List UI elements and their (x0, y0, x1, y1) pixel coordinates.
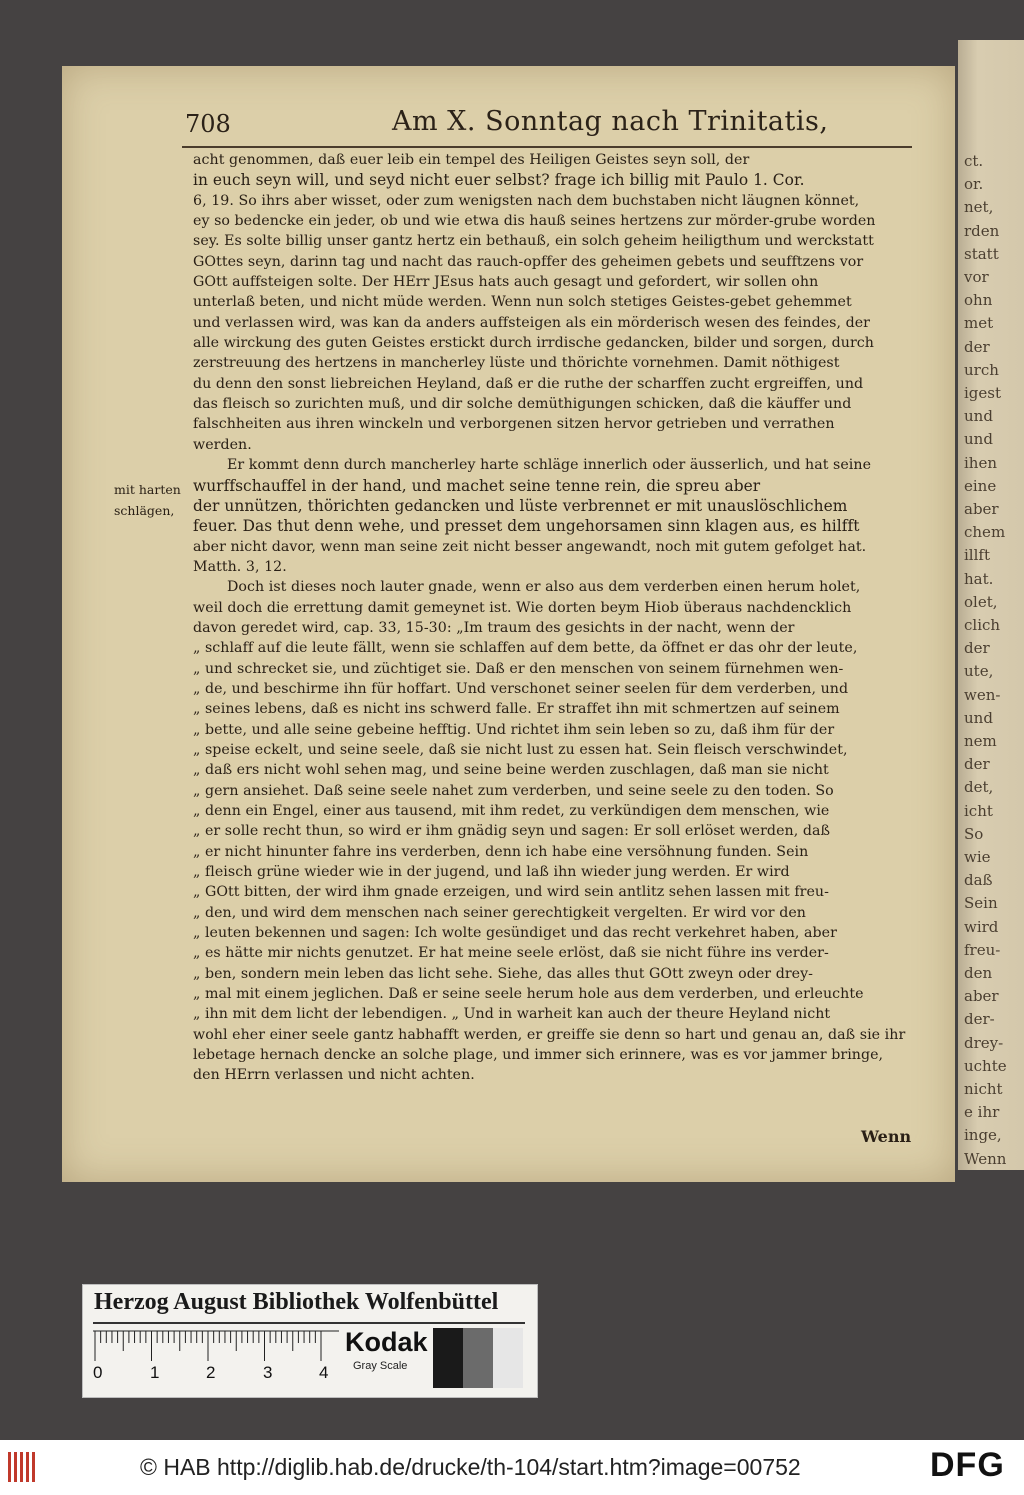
adjacent-page-fragment: igest (964, 384, 1002, 402)
text-line: und verlassen wird, was kan da anders auffsteigen als ein mörderisch wesen des feindes, der (193, 314, 871, 331)
text-line: „ mal mit einem jeglichen. Daß er seine seele herum hole aus dem verderben, und erleuchte (193, 986, 864, 1003)
text-line: 6, 19. So ihrs aber wisset, oder zum wenigsten nach dem buchstaben nicht läugnen könnet, (193, 192, 860, 209)
ruler-label: 0 (93, 1363, 103, 1382)
text-line: GOtt auffsteigen solte. Der HErr JEsus hats auch gesagt und gefordert, wir sollen ohn (193, 274, 819, 291)
adjacent-page-fragment: aber (964, 500, 999, 518)
adjacent-page-fragment: und (964, 430, 993, 449)
adjacent-page-fragment: urch (964, 360, 999, 379)
adjacent-page-fragment: olet, (964, 592, 998, 611)
ruler-label: 4 (319, 1363, 329, 1382)
text-line: „ er nicht hinunter fahre ins verderben, denn ich habe eine versöhnung funden. Sein (193, 843, 809, 860)
text-line: alle wirckung des guten Geistes erstickt durch irrdische gedancken, bilder und sorgen, durch (193, 335, 874, 352)
adjacent-page-fragment: icht (964, 801, 993, 820)
text-line: GOttes seyn, darinn tag und nacht das rauch-opffer des geheimen gebets und seufftzens vor (193, 253, 864, 270)
adjacent-page-fragment: chem (964, 523, 1006, 542)
gray-swatch-black (433, 1328, 463, 1388)
text-line: „ seines lebens, daß es nicht ins schwerd falle. Er straffet ihn mit schmertzen auf seinem (193, 701, 840, 718)
text-line: „ ihn mit dem licht der lebendigen. „ Und in warheit kan auch der theure Heyland nicht (193, 1006, 831, 1023)
text-line: „ es hätte mir nichts genutzet. Er hat meine seele erlöst, daß sie nicht führe ins verder- (193, 945, 829, 962)
adjacent-page-fragment: Sein (964, 894, 998, 913)
text-line: „ leuten bekennen und sagen: Ich wolte gesündiget und das recht verkehret haben, aber (193, 925, 837, 942)
adjacent-page-fragment: ute, (964, 662, 994, 681)
text-line: Matth. 3, 12. (193, 558, 287, 575)
text-line: ey so bedencke ein jeder, ob und wie etwa dis hauß seines hertzens zur mörder-grube worden (193, 213, 876, 230)
adjacent-page-fragment: der- (964, 1010, 995, 1029)
text-line: lebetage hernach dencke an solche plage, und immer sich erinnere, was es vor jammer bringe, (193, 1047, 884, 1064)
text-line: „ fleisch grüne wieder wie in der jugend, und laß ihn wieder jung werden. Er wird (193, 864, 790, 881)
text-line: „ GOtt bitten, der wird ihm gnade erzeigen, und wird sein antlitz sehen lassen mit freu- (193, 884, 829, 901)
copyright-url[interactable]: © HAB http://diglib.hab.de/drucke/th-104/start.htm?image=00752 (140, 1454, 801, 1480)
gray-swatch-light (493, 1328, 523, 1388)
text-line: du denn den sonst liebreichen Heyland, daß er die ruthe der scharffen zucht ergreiffen, und (193, 375, 864, 392)
adjacent-page-fragment: Wenn (964, 1149, 1007, 1168)
text-line: „ er solle recht thun, so wird er ihm gnädig seyn und sagen: Er soll erlöset werden, daß (193, 823, 830, 840)
body-text (193, 150, 921, 1086)
color-calibration-card (82, 1284, 538, 1398)
text-line: wohl eher einer seele gantz habhafft werden, er greiffe sie denn so hart und genau an, daß sie ihr (193, 1026, 906, 1043)
text-line: Doch ist dieses noch lauter gnade, wenn er also aus dem verderben einen herum holet, (227, 579, 861, 596)
text-line: „ ben, sondern mein leben das licht sehe. Siehe, das alles thut GOtt zweyn oder drey- (193, 965, 814, 982)
adjacent-page-fragment: hat. (964, 569, 994, 588)
adjacent-page-fragment: det, (964, 778, 994, 797)
catchword: Wenn (861, 1127, 912, 1146)
adjacent-page-fragment: der (964, 337, 990, 356)
text-line: falschheiten aus ihren winckeln und verborgenen sitzen hervor getrieben und verrathen (193, 416, 835, 433)
text-line: aber nicht davor, wenn man seine zeit nicht besser angewandt, noch mit gutem gefolget hat. (193, 538, 867, 555)
adjacent-page-fragment: So (964, 824, 984, 843)
adjacent-page-fragment: wird (964, 917, 999, 936)
head-rule (182, 146, 912, 148)
margin-note (114, 479, 194, 521)
text-line: „ denn ein Engel, einer aus tausend, mit ihm redet, zu verkündigen dem menschen, wie (193, 803, 830, 819)
kodak-logo: Kodak (345, 1327, 428, 1357)
text-line: „ de, und beschirme ihn für hoffart. Und verschonet seiner seelen für dem verderben, und (193, 680, 849, 697)
dfg-logo: DFG (930, 1446, 1005, 1484)
text-line: das fleisch so zurichten muß, und dir solche demüthigungen schicken, daß die käuffer und (193, 396, 852, 413)
adjacent-page-fragment: der (964, 639, 990, 658)
text-line: „ den, und wird dem menschen nach seiner gerechtigkeit vergelten. Er wird vor den (193, 904, 806, 921)
adjacent-page-fragment: nicht (964, 1080, 1003, 1098)
gray-scale-label: Gray Scale (353, 1360, 408, 1372)
adjacent-page-fragment: eine (964, 476, 997, 495)
adjacent-page-fragment: freu- (964, 940, 1001, 959)
adjacent-page-fragment: e ihr (964, 1103, 1000, 1122)
adjacent-page-fragment: vor (964, 268, 989, 286)
adjacent-page-fragment: den (964, 964, 993, 982)
adjacent-page-fragment: drey- (964, 1033, 1004, 1052)
adjacent-page-fragment: or. (964, 175, 984, 194)
text-line: der unnützen, thörichten gedancken und lüste verbrennet er mit unauslöschlichem (193, 496, 848, 515)
text-line: weil doch die errettung damit gemeynet ist. Wie dorten beym Hiob überaus nachdencklich (193, 599, 852, 616)
adjacent-page-fragment: ohn (964, 291, 993, 310)
adjacent-page-fragment: rden (964, 221, 1000, 240)
page-number: 708 (185, 110, 231, 138)
library-name: Herzog August Bibliothek Wolfenbüttel (94, 1289, 499, 1315)
ruler-label: 3 (263, 1363, 273, 1382)
book-page (62, 66, 955, 1182)
adjacent-page-fragment: wie (964, 848, 991, 866)
adjacent-page-fragment: nem (964, 732, 997, 750)
adjacent-page-fragment: inge, (964, 1126, 1002, 1145)
margin-note-line: schlägen, (114, 503, 175, 518)
adjacent-page-edge (958, 40, 1024, 1170)
text-line: sey. Es solte billig unser gantz hertz ein bethauß, ein solch geheim heiligthum und werckstatt (193, 233, 874, 250)
adjacent-page-fragment: und (964, 407, 993, 426)
ruler-label: 2 (206, 1363, 216, 1382)
ruler-label: 1 (150, 1363, 160, 1382)
text-line: wurffschauffel in der hand, und machet seine tenne rein, die spreu aber (193, 476, 761, 495)
adjacent-page-fragment: uchte (964, 1056, 1007, 1075)
adjacent-page-fragment: met (964, 314, 994, 333)
text-line: „ und schrecket sie, und züchtiget sie. Daß er den menschen von seinem fürnehmen wen- (193, 660, 844, 677)
adjacent-page-fragment: daß (964, 871, 993, 890)
text-line: werden. (193, 436, 252, 453)
text-line: „ daß ers nicht wohl sehen mag, und seine beine werden zuschlagen, daß man sie nicht (193, 762, 829, 779)
text-line: unterlaß beten, und nicht müde werden. Wenn nun solch stetiges Geistes-gebet gehemmet (193, 294, 852, 311)
adjacent-page-fragment: der (964, 755, 990, 774)
adjacent-page-fragment: net, (964, 198, 994, 217)
gray-swatch-dark (463, 1328, 493, 1388)
barcode-icon (8, 1450, 38, 1484)
text-line: zerstreuung des hertzens in mancherley lüste und thörichte vornehmen. Damit nöthigest (193, 355, 840, 372)
text-line: feuer. Das thut denn wehe, und presset dem ungehorsamen sinn klagen aus, es hilfft (193, 517, 860, 536)
adjacent-page-fragment: aber (964, 987, 999, 1006)
adjacent-page-fragment: illft (964, 546, 990, 565)
text-line: den HErrn verlassen und nicht achten. (193, 1067, 475, 1084)
adjacent-page-fragment: clich (964, 616, 1001, 634)
ruler-icon (91, 1329, 341, 1389)
margin-note-line: mit harten (114, 482, 181, 497)
adjacent-page-fragment: ihen (964, 453, 997, 472)
card-divider (93, 1322, 525, 1324)
text-line: „ speise eckelt, und seine seele, daß sie nicht lust zu essen hat. Sein fleisch verschwindet, (193, 741, 848, 758)
adjacent-page-fragment: wen- (964, 685, 1001, 704)
adjacent-page-fragment: statt (964, 244, 999, 263)
text-line: in euch seyn will, und seyd nicht euer selbst? frage ich billig mit Paulo 1. Cor. (193, 171, 805, 190)
footer-bar (0, 1440, 1024, 1495)
text-line: „ gern ansiehet. Daß seine seele nahet zum verderben, und seine seele zu den toden. So (193, 782, 834, 799)
running-head: Am X. Sonntag nach Trinitatis, (392, 106, 829, 137)
adjacent-page-fragment: ct. (964, 152, 984, 170)
text-line: acht genommen, daß euer leib ein tempel des Heiligen Geistes seyn soll, der (193, 152, 750, 168)
text-line: Er kommt denn durch mancherley harte schläge innerlich oder äusserlich, und hat seine (227, 457, 872, 474)
text-line: „ schlaff auf die leute fällt, wenn sie schlaffen auf dem bette, da öffnet er das ohr der leute, (193, 640, 858, 657)
text-line: davon geredet wird, cap. 33, 15-30: „Im traum des gesichts in der nacht, wenn der (193, 619, 795, 636)
text-line: „ bette, und alle seine gebeine hefftig. Und richtet ihm sein leben so zu, daß ihm für der (193, 721, 835, 738)
adjacent-page-fragment: und (964, 708, 993, 727)
